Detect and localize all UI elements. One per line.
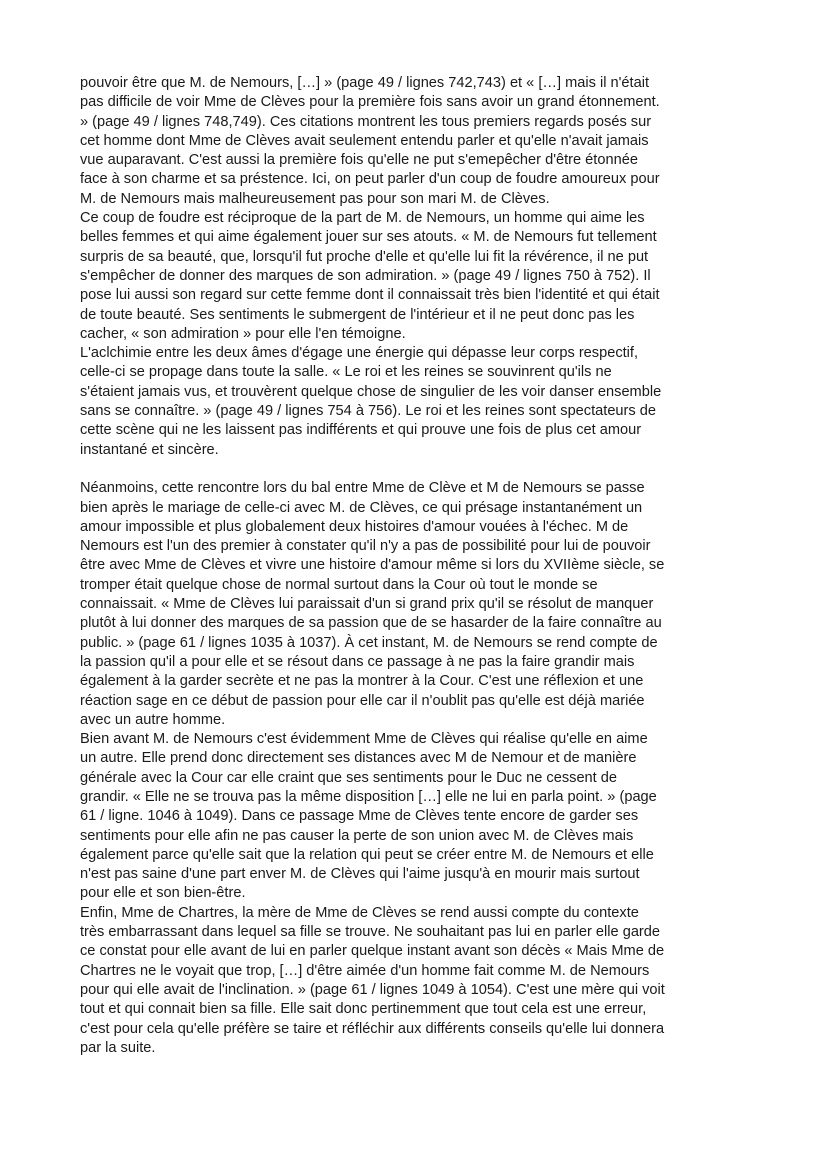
paragraph-alchemy: L'aclchimie entre les deux âmes d'égage une énergie qui dépasse leur corps respectif, celle-ci se propage dans toute la salle. « Le roi et les reines se souvinrent qu'ils ne s'étaient jamais vus, et trouvèrent quelque chose de singulier de les voir danser ensemble sans se connaître. » (page 49 / lignes 754 à 756). Le roi et les reines sont spectateurs de cette scène qui ne les laissent pas indifférents et qui prouve une fois de plus cet amour instantané et sincère. xyxy=(80,345,662,458)
document-page xyxy=(80,74,752,1058)
paragraph-spacer xyxy=(80,460,752,479)
paragraph-mme-de-chartres: Enfin, Mme de Chartres, la mère de Mme de Clèves se rend aussi compte du contexte très embarrassant dans lequel sa fille se trouve. Ne souhaitant pas lui en parler elle garde ce constat pour elle avant de lui en parler quelque instant avant son décès « Mais Mme de Chartres ne le voyait que trop, […] d'être aimée d'un homme fait comme M. de Nemours pour qui elle avait de l'inclination. » (page 61 / lignes 1049 à 1054). C'est une mère qui voit tout et qui connait bien sa fille. Elle sait donc pertinemment que tout cela est une erreur, c'est pour cela qu'elle préfère se taire et réfléchir aux différents conseils qu'elle lui donnera par la suite. xyxy=(80,904,665,1056)
paragraph-first-encounter: pouvoir être que M. de Nemours, […] » (page 49 / lignes 742,743) et « […] mais il n'était pas difficile de voir Mme de Clèves pour la première fois sans avoir un grand étonnement. » (page 49 / lignes 748,749). Ces citations montrent les tous premiers regards posés sur cet homme dont Mme de Clèves avait seulement entendu parler et qu'elle n'avait jamais vue auparavant. C'est aussi la première fois qu'elle ne put s'emepêcher d'être étonnée face à son charme et sa préstence. Ici, on peut parler d'un coup de foudre amoureux pour M. de Nemours mais malheureusement pas pour son mari M. de Clèves. xyxy=(80,75,660,207)
paragraph-impossible-love: Néanmoins, cette rencontre lors du bal entre Mme de Clève et M de Nemours se passe bien après le mariage de celle-ci avec M. de Clèves, ce qui présage instantanément un amour impossible et plus globalement deux histoires d'amour vouées à l'échec. M de Nemours est l'un des premier à constater qu'il n'y a pas de possibilité pour lui de pouvoir être avec Mme de Clèves et vivre une histoire d'amour même si lors du XVIIème siècle, se tromper était quelque chose de normal surtout dans la Cour où tout le monde se connaissait. « Mme de Clèves lui paraissait d'un si grand prix qu'il se résolut de manquer plutôt à lui donner des marques de sa passion que de se hasarder de la faire connaître au public. » (page 61 / lignes 1035 à 1037). À cet instant, M. de Nemours se rend compte de la passion qu'il a pour elle et se résout dans ce passage à ne pas la faire grandir mais également à la garder secrète et ne pas la montrer à la Cour. C'est une réflexion et une réaction sage en ce début de passion pour elle car il n'oublit pas qu'elle est déjà mariée avec un autre homme. xyxy=(80,480,665,728)
paragraph-mme-de-cleves: Bien avant M. de Nemours c'est évidemment Mme de Clèves qui réalise qu'elle en aime un autre. Elle prend donc directement ses distances avec M de Nemour et de manière générale avec la Cour car elle craint que ses sentiments pour le Duc ne cessent de grandir. « Elle ne se trouva pas la même disposition […] elle ne lui en parla point. » (page 61 / ligne. 1046 à 1049). Dans ce passage Mme de Clèves tente encore de garder ses sentiments pour elle afin ne pas causer la perte de son union avec M. de Clèves mais également parce qu'elle sait que la relation qui peut se créer entre M. de Nemours et elle n'est pas saine d'une part enver M. de Clèves qui l'aime jusqu'à en mourir mais surtout pour elle et son bien-être. xyxy=(80,731,657,902)
paragraph-reciprocal-love: Ce coup de foudre est réciproque de la part de M. de Nemours, un homme qui aime les belles femmes et qui aime également jouer sur ses atouts. « M. de Nemours fut tellement surpris de sa beauté, que, lorsqu'il fut proche d'elle et qu'elle lui fit la révérence, il ne put s'empêcher de donner des marques de son admiration. » (page 49 / lignes 750 à 752). Il pose lui aussi son regard sur cette femme dont il connaissait très bien l'identité et qui était de toute beauté. Ses sentiments le submergent de l'intérieur et il ne peut donc pas les cacher, « son admiration » pour elle l'en témoigne. xyxy=(80,210,660,342)
